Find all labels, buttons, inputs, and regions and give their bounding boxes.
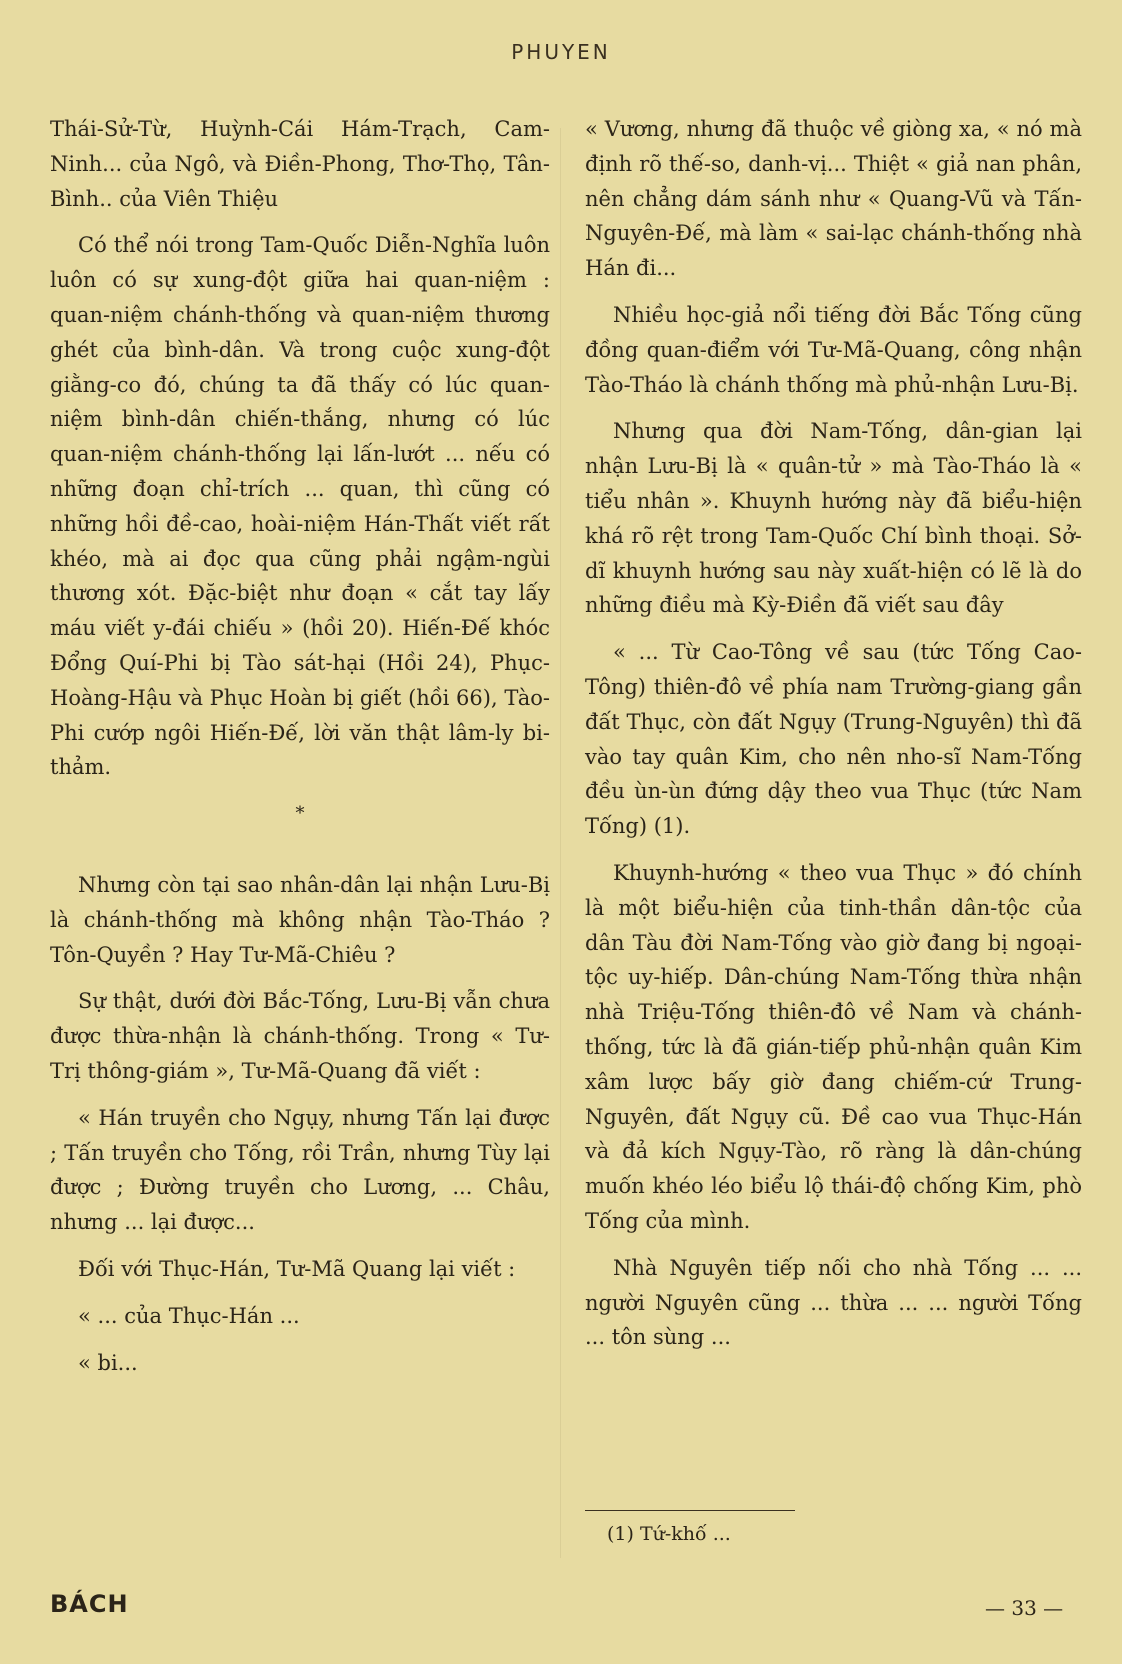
quotation: « bi... bbox=[78, 1350, 138, 1375]
right-column bbox=[585, 112, 1082, 1367]
running-head: PHUYEN bbox=[511, 40, 611, 64]
paragraph: Khuynh-hướng « theo vua Thục » đó chính là một biểu-hiện của tinh-thần dân-tộc của dân Tàu đời Nam-Tống vào giờ đang bị ngoại-tộc uy-hiếp. Dân-chúng Nam-Tống thừa nhận nhà Triệu-Tống thiên-đô về Nam và chánh-thống, tức là đã gián-tiếp phủ-nhận quân Kim xâm lược bấy giờ đang chiếm-cứ Trung-Nguyên, đất Ngụy cũ. Đề cao vua Thục-Hán và đả kích Ngụy-Tào, rõ ràng là dân-chúng muốn khéo léo biểu lộ thái-độ chống Kim, phò Tống của mình. bbox=[585, 860, 1082, 1233]
paragraph: Đối với Thục-Hán, Tư-Mã Quang lại viết : bbox=[78, 1256, 516, 1281]
section-separator: * bbox=[295, 803, 305, 825]
magazine-title: BÁCH bbox=[50, 1590, 129, 1618]
quotation: « ... của Thục-Hán ... bbox=[78, 1303, 300, 1328]
left-column bbox=[50, 112, 550, 1392]
paragraph: Nhưng qua đời Nam-Tống, dân-gian lại nhận Lưu-Bị là « quân-tử » mà Tào-Tháo là « tiểu nhân ». Khuynh hướng này đã biểu-hiện khá rõ rệt trong Tam-Quốc Chí bình thoại. Sở-dĩ khuynh hướng sau này xuất-hiện có lẽ là do những điều mà Kỳ-Điền đã viết sau đây bbox=[585, 419, 1082, 618]
quotation: « Vương, nhưng đã thuộc về giòng xa, « nó mà định rõ thế-so, danh-vị... Thiệt « giả nan phân, nên chẳng dám sánh như « Quang-Vũ và Tấn-Nguyên-Đế, mà làm « sai-lạc chánh-thống nhà Hán đi... bbox=[585, 117, 1082, 281]
paragraph: Sự thật, dưới đời Bắc-Tống, Lưu-Bị vẫn chưa được thừa-nhận là chánh-thống. Trong « Tư-Trị thông-giám », Tư-Mã-Quang đã viết : bbox=[50, 989, 550, 1083]
column-gutter bbox=[560, 128, 561, 1558]
page-number: — 33 — bbox=[985, 1596, 1064, 1620]
paragraph: Nhiều học-giả nổi tiếng đời Bắc Tống cũng đồng quan-điểm với Tư-Mã-Quang, công nhận Tào-Tháo là chánh thống mà phủ-nhận Lưu-Bị. bbox=[585, 302, 1082, 397]
footnote: (1) Tứ-khố ... bbox=[607, 1523, 731, 1545]
paragraph: Có thể nói trong Tam-Quốc Diễn-Nghĩa luôn luôn có sự xung-đột giữa hai quan-niệm : quan-niệm chánh-thống và quan-niệm thương ghét của bình-dân. Và trong cuộc xung-đột giằng-co đó, chúng ta đã thấy có lúc quan-niệm bình-dân chiến-thắng, nhưng có lúc quan-niệm chánh-thống lại lấn-lướt ... nếu có những đoạn chỉ-trích ... quan, thì cũng có những hồi đề-cao, hoài-niệm Hán-Thất viết rất khéo, mà ai đọc qua cũng phải ngậm-ngùi thương xót. Đặc-biệt như đoạn « cắt tay lấy máu viết y-đái chiếu » (hồi 20). Hiến-Đế khóc Đổng Quí-Phi bị Tào sát-hại (Hồi 24), Phục-Hoàng-Hậu và Phục Hoàn bị giết (hồi 66), Tào-Phi cướp ngôi Hiến-Đế, lời văn thật lâm-ly bi-thảm. bbox=[50, 233, 550, 780]
quotation: « ... Từ Cao-Tông về sau (tức Tống Cao-Tông) thiên-đô về phía nam Trường-giang gần đất Thục, còn đất Ngụy (Trung-Nguyên) thì đã vào tay quân Kim, cho nên nho-sĩ Nam-Tống đều ùn-ùn đứng dậy theo vua Thục (tức Nam Tống) (1). bbox=[585, 640, 1082, 839]
paragraph: Nhà Nguyên tiếp nối cho nhà Tống ... ... người Nguyên cũng ... thừa ... ... người Tống ... tôn sùng ... bbox=[585, 1255, 1082, 1350]
paragraph: Thái-Sử-Từ, Huỳnh-Cái Hám-Trạch, Cam-Ninh... của Ngô, và Điền-Phong, Thơ-Thọ, Tân-Bình.. của Viên Thiệu bbox=[50, 117, 550, 211]
quotation: « Hán truyền cho Ngụy, nhưng Tấn lại được ; Tấn truyền cho Tống, rồi Trần, nhưng Tùy lại được ; Đường truyền cho Lương, ... Châu, nhưng ... lại được... bbox=[50, 1105, 550, 1235]
footnote-rule bbox=[585, 1510, 795, 1511]
paragraph: Nhưng còn tại sao nhân-dân lại nhận Lưu-Bị là chánh-thống mà không nhận Tào-Tháo ? Tôn-Quyền ? Hay Tư-Mã-Chiêu ? bbox=[50, 872, 550, 967]
